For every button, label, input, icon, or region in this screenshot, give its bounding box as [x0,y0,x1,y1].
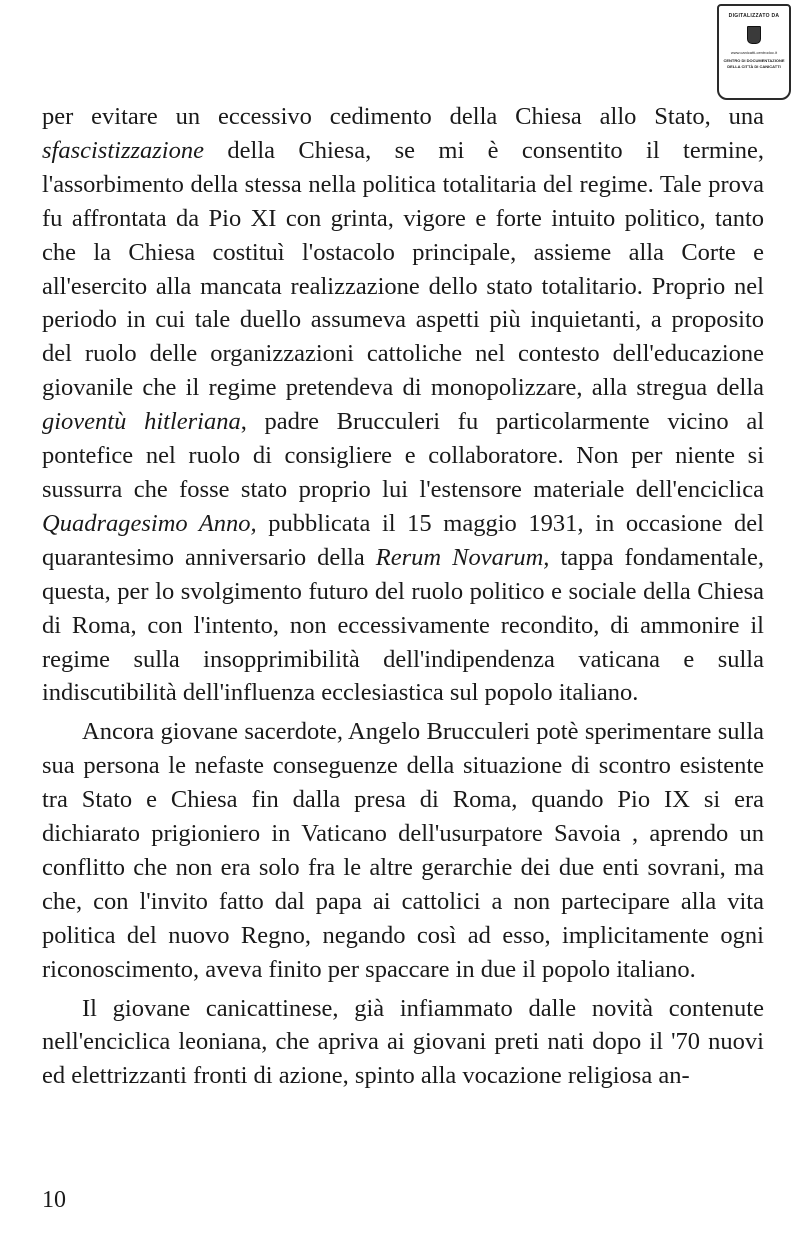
digitization-stamp [717,4,791,100]
stamp-heading: DIGITALIZZATO DA [728,13,780,19]
text-run: pubblicata il 15 maggio 1931, in occasione del quarantesimo anniversario della [42,509,764,571]
body-text [42,100,764,1098]
paragraph-3 [42,992,764,1094]
paragraph-2 [42,715,764,986]
text-run: Ancora giovane sacerdote, Angelo Brucculeri potè sperimentare sulla sua persona le nefaste conseguenze della situazione di scontro esistente tra Stato e Chiesa fin dalla presa di Roma, quando Pio IX si era dichiarato prigioniero in Vaticano dell'usurpatore Savoia , aprendo un conflitto che non era solo fra le altre gerarchie dei due enti sovrani, ma che, con l'invito fatto dal papa ai cattolici a non partecipare alla vita politica del nuovo Regno, negando così ad esso, implicitamente ogni riconoscimento, aveva finito per spaccare in due il popolo italiano. [42,718,764,983]
paragraph-1 [42,100,764,710]
stamp-line-1: CENTRO DI DOCUMENTAZIONE [723,58,785,63]
text-run: della Chiesa, se mi è consentito il termine, l'assorbimento della stessa nella politica totalitaria del regime. Tale prova fu affrontata da Pio XI con grinta, vigore e forte intuito politico, tanto che la Chiesa costituì l'ostacolo principale, assieme alla Corte e all'esercito alla mancata realizzazione dello stato totalitario. Proprio nel periodo in cui tale duello assumeva aspetti più inquietanti, a proposito del ruolo delle organizzazioni cattoliche nel contesto dell'educazione giovanile che il regime pretendeva di monopolizzare, alla stregua della [42,136,764,402]
text-run: tappa fondamentale, questa, per lo svolgimento futuro del ruolo politico e sociale della Chiesa di Roma, con l'intento, non eccessivamente recondito, di ammonire il regime sulla insopprimibilità dell'indipendenza vaticana e sulla indiscutibilità dell'influenza ecclesiastica sul popolo italiano. [42,543,764,707]
page-number: 10 [42,1187,66,1213]
italic-run: gioventù hitleriana [42,408,241,436]
text-run: per evitare un eccessivo cedimento della Chiesa allo Stato, una [42,103,764,130]
text-run: , padre Brucculeri fu particolarmente vicino al pontefice nel ruolo di consigliere e collaboratore. Non per niente si sussurra che fosse stato proprio lui l'estensore materiale dell'enciclica [42,408,764,503]
italic-run: sfascistizzazione [42,136,204,164]
italic-run: Rerum Novarum, [375,543,550,571]
coat-of-arms-icon [747,26,761,44]
italic-run: Quadragesimo Anno, [42,509,257,537]
stamp-url: www.canicatti-centrodoc.it [730,50,778,55]
text-run: Il giovane canicattinese, già infiammato dalle novità contenute nell'enciclica leoniana, che apriva ai giovani preti nati dopo il '70 nuovi ed elettrizzanti fronti di azione, spinto alla vocazione religiosa an- [42,994,764,1090]
stamp-line-2: DELLA CITTÀ DI CANICATTI [727,64,781,69]
